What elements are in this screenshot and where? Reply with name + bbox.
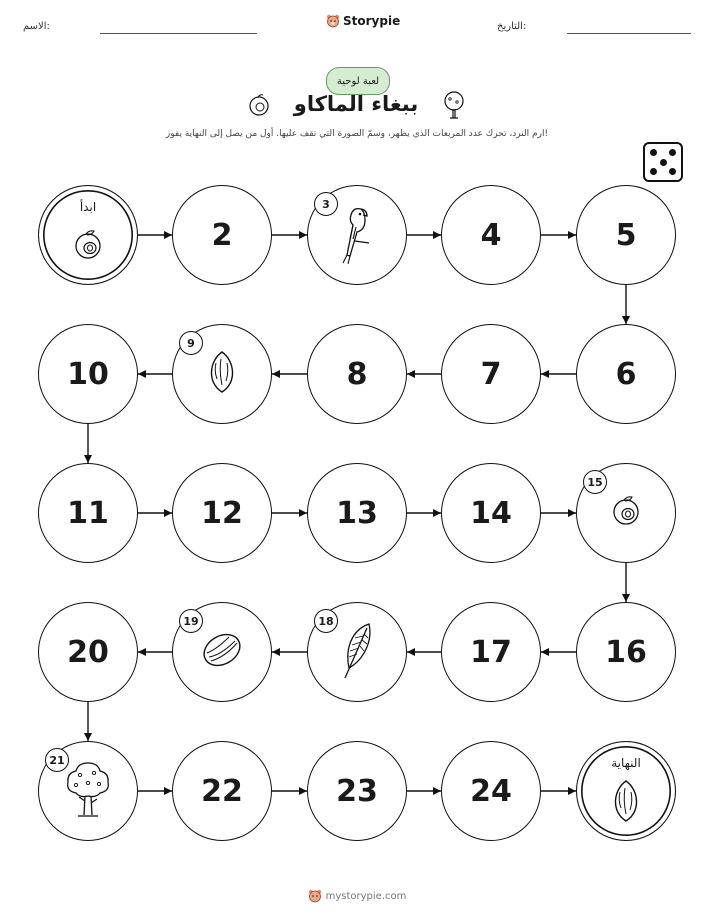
arrow-head: [138, 648, 146, 656]
space-number: 8: [346, 356, 368, 392]
board-space-3: [307, 185, 407, 285]
arrow-head: [84, 733, 92, 741]
board-space-13: [307, 463, 407, 563]
space-number: 12: [201, 495, 243, 531]
board-space-17: [441, 602, 541, 702]
space-number: 11: [67, 495, 109, 531]
finish-space: [576, 741, 676, 841]
name-label: الاسم:: [23, 21, 50, 32]
board-space-21: [38, 741, 138, 841]
arrow-head: [164, 787, 172, 795]
arrow-head: [164, 231, 172, 239]
space-number: 17: [470, 634, 512, 670]
arrow-head: [84, 455, 92, 463]
space-number-badge: 19: [179, 609, 203, 633]
board-space-14: [441, 463, 541, 563]
arrow-head: [541, 370, 549, 378]
space-number: 23: [336, 773, 378, 809]
board-space-5: [576, 185, 676, 285]
space-caption: النهاية: [611, 756, 641, 770]
almond-icon: [205, 349, 239, 399]
arrow-head: [299, 231, 307, 239]
parrot-icon: [335, 201, 379, 269]
space-number: 4: [480, 217, 502, 253]
board-space-11: [38, 463, 138, 563]
board-space-7: [441, 324, 541, 424]
arrow-head: [433, 231, 441, 239]
arrow-head: [138, 370, 146, 378]
space-number: 2: [211, 217, 233, 253]
arrow-head: [433, 509, 441, 517]
arrow-head: [299, 509, 307, 517]
arrow-head: [622, 316, 630, 324]
space-number: 6: [615, 356, 637, 392]
arrow-head: [568, 231, 576, 239]
date-label: التاريخ:: [497, 21, 527, 32]
space-number: 13: [336, 495, 378, 531]
space-number-badge: 3: [314, 192, 338, 216]
board-space-24: [441, 741, 541, 841]
feather-icon: [337, 620, 377, 684]
board-space-12: [172, 463, 272, 563]
arrow-head: [622, 594, 630, 602]
seed-icon: [199, 631, 245, 673]
space-number-badge: 15: [583, 470, 607, 494]
arrow-head: [568, 787, 576, 795]
board-space-22: [172, 741, 272, 841]
board-space-6: [576, 324, 676, 424]
board-space-16: [576, 602, 676, 702]
board-space-19: [172, 602, 272, 702]
board-space-9: [172, 324, 272, 424]
arrow-head: [272, 648, 280, 656]
board-space-2: [172, 185, 272, 285]
space-number: 5: [615, 217, 637, 253]
start-space: [38, 185, 138, 285]
almond-icon: [609, 778, 643, 828]
board-space-4: [441, 185, 541, 285]
arrow-head: [433, 787, 441, 795]
space-number: 7: [480, 356, 502, 392]
arrow-head: [568, 509, 576, 517]
board-game-tag: لعبة لوحية: [326, 67, 390, 95]
arrow-head: [541, 648, 549, 656]
arrow-head: [407, 370, 415, 378]
footer: [0, 889, 714, 903]
space-number-badge: 18: [314, 609, 338, 633]
arrow-head: [164, 509, 172, 517]
space-caption: ابدأ: [79, 200, 97, 214]
board-space-8: [307, 324, 407, 424]
space-number-badge: 21: [45, 748, 69, 772]
instructions: ارم النرد، تحرك عدد المربعات الذي يظهر، وسمّ الصورة التي تقف عليها. أول من يصل إلى النهاية يفوز!: [165, 129, 549, 139]
tree-icon: [62, 759, 114, 823]
space-number: 14: [470, 495, 512, 531]
space-number-badge: 9: [179, 331, 203, 355]
board-space-18: [307, 602, 407, 702]
space-number: 24: [470, 773, 512, 809]
space-number: 20: [67, 634, 109, 670]
brand-name: Storypie: [343, 14, 401, 28]
board-space-10: [38, 324, 138, 424]
bear-footer-icon: [308, 889, 322, 903]
title-text: ببغاء الماكاو: [293, 92, 419, 116]
arrow-head: [272, 370, 280, 378]
space-number: 10: [67, 356, 109, 392]
arrow-head: [299, 787, 307, 795]
plum-icon: [608, 493, 644, 533]
board-space-20: [38, 602, 138, 702]
space-number: 16: [605, 634, 647, 670]
arrow-head: [407, 648, 415, 656]
footer-url[interactable]: mystorypie.com: [325, 890, 407, 902]
board-space-23: [307, 741, 407, 841]
space-number: 22: [201, 773, 243, 809]
plum-icon: [70, 227, 106, 267]
board-space-15: [576, 463, 676, 563]
